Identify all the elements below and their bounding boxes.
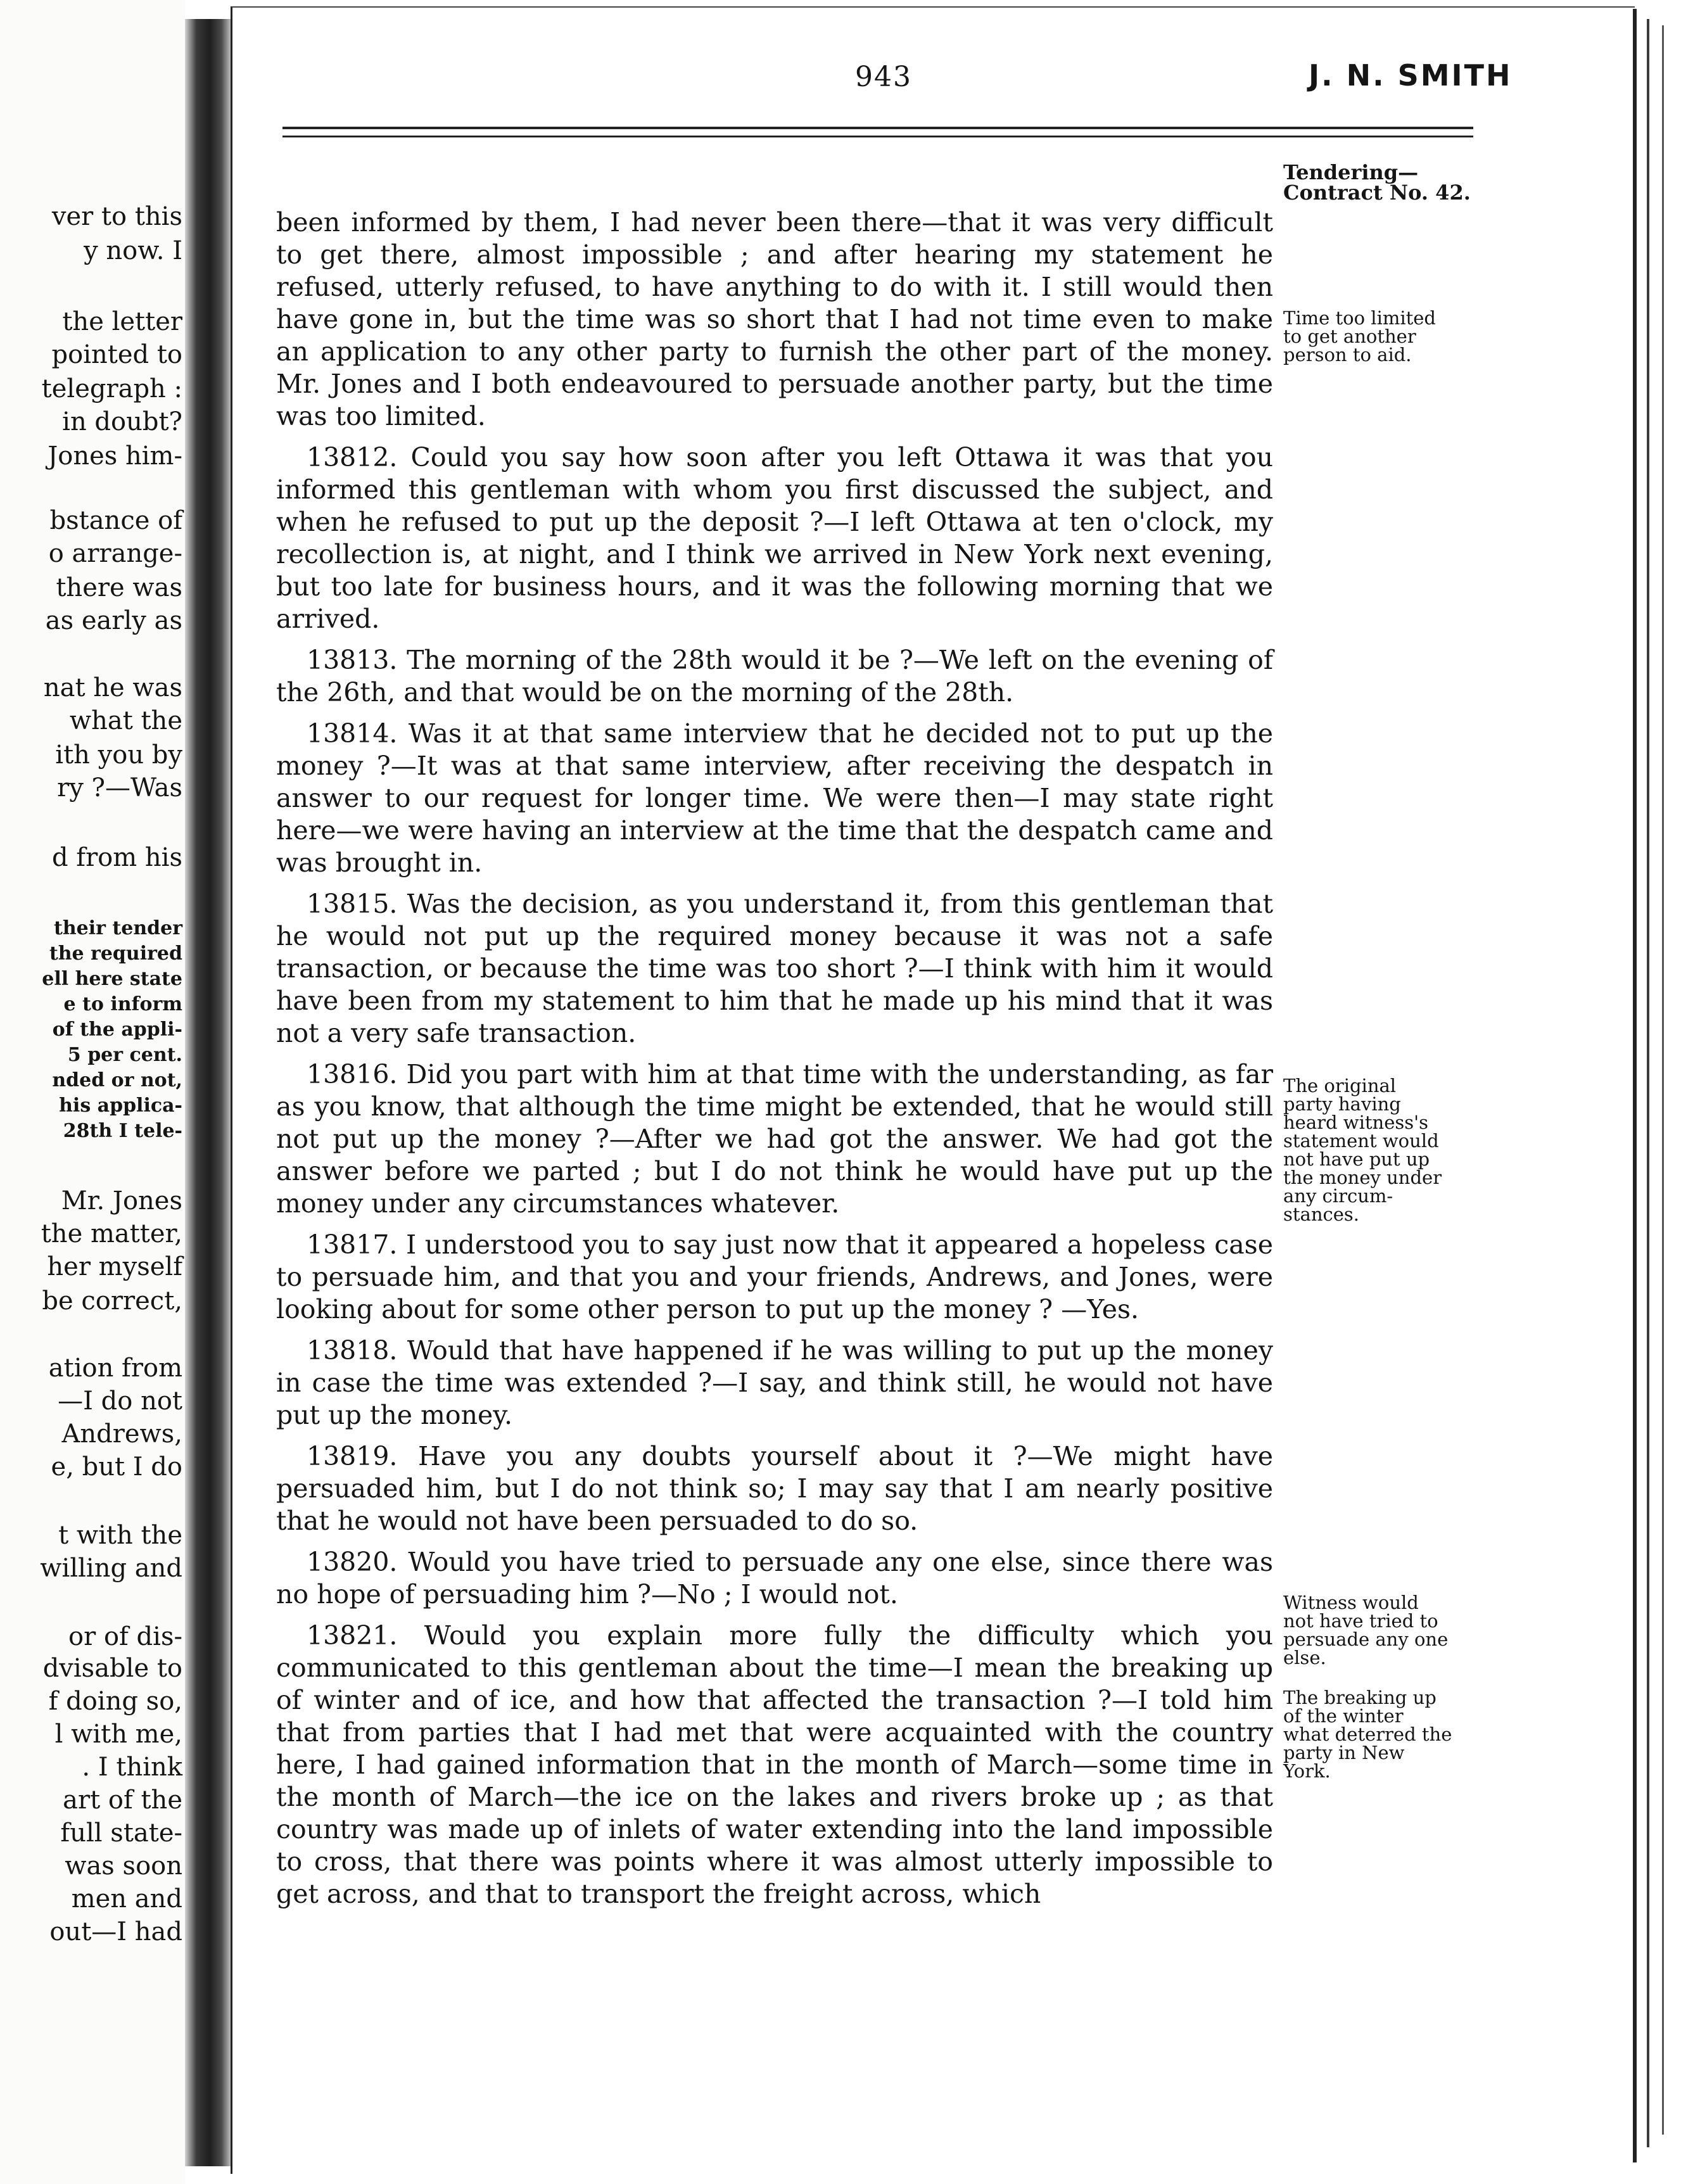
left-page-line: f doing so,: [48, 1687, 182, 1716]
margin-note-time-limited: Time too limited to get another person to aid.: [1283, 307, 1436, 365]
page-number: 943: [855, 61, 912, 93]
left-page-line: nded or not,: [52, 1069, 182, 1091]
question-13818: 13818. Would that have happened if he was willing to put up the money in case the time was extended ?—I say, and think still, he would not have put up the money.: [276, 1335, 1273, 1430]
left-page-line: her myself: [47, 1252, 182, 1281]
left-page-line: 5 per cent.: [67, 1044, 182, 1066]
left-page-line: out—I had: [49, 1917, 182, 1946]
left-page-line: ation from: [48, 1354, 182, 1383]
question-13821: 13821. Would you explain more fully the difficulty which you communicated to this gentleman about the time—I mean the breaking up of winter and of ice, and how that affected the transaction ?—I told him that from parties that I had met that were acquainted with the country here, I had gained information that in the month of March—some time in the month of March—the ice on the lakes and rivers broke up ; as that country was made up of inlets of water extending into the land impossible to cross, that there was points where it was almost utterly impossible to get across, and that to transport the freight across, which: [276, 1620, 1273, 1909]
book-gutter: [185, 19, 231, 2166]
left-page-line: 28th I tele-: [63, 1120, 182, 1142]
question-13813: 13813. The morning of the 28th would it be ?—We left on the evening of the 26th, and that would be on the morning of the 28th.: [276, 645, 1273, 708]
left-page-line: or of dis-: [68, 1622, 182, 1651]
left-page-line: be correct,: [42, 1286, 182, 1316]
left-facing-page: [0, 0, 185, 2184]
page-edge: [1633, 9, 1637, 2162]
left-page-line: men and: [71, 1884, 182, 1914]
left-page-line: dvisable to: [42, 1654, 182, 1683]
left-page-line: e, but I do: [51, 1452, 182, 1482]
left-page-line: what the: [69, 706, 182, 735]
left-page-line: as early as: [45, 606, 182, 635]
left-page-line: in doubt?: [62, 407, 182, 436]
left-page-line: their tender: [53, 917, 182, 939]
paragraph-continuation: been informed by them, I had never been there—that it was very difficult to get there, almost impossible ; and after hearing my statement he refused, utterly refused, to have anything to do with it. I still would then have gone in, but the time was so short that I had not time even to make an application to any other party to furnish the other part of the money. Mr. Jones and I both endeavoured to persuade another party, but the time was too limited.: [276, 207, 1273, 431]
question-13812: 13812. Could you say how soon after you left Ottawa it was that you informed this gentleman with whom you first discussed the subject, and when he refused to put up the deposit ?—I left Ottawa at ten o'clock, my recollection is, at night, and I think we arrived in New York next evening, but too late for business hours, and it was the following morning that we arrived.: [276, 442, 1273, 634]
left-page-line: d from his: [51, 843, 182, 872]
header-rule: [282, 127, 1473, 129]
left-page-line: nat he was: [43, 673, 182, 702]
left-page-line: Jones him-: [48, 441, 182, 471]
body-text: [276, 206, 1273, 1919]
header-rule: [282, 136, 1473, 137]
left-page-line: his applica-: [59, 1095, 182, 1117]
question-13815: 13815. Was the decision, as you understand it, from this gentleman that he would not put up the required money because it was not a safe transaction, or because the time was too short ?—I think with him it would have been from my statement to him that he made up his mind that it was not a very safe transaction.: [276, 889, 1273, 1048]
left-page-line: ver to this: [51, 202, 182, 231]
left-page-line: —I do not: [58, 1387, 182, 1416]
left-page-line: bstance of: [49, 506, 182, 535]
left-page-line: the matter,: [41, 1219, 182, 1248]
left-page-line: of the appli-: [52, 1019, 182, 1041]
left-page-line: was soon: [65, 1851, 182, 1881]
left-page-line: o arrange-: [48, 539, 182, 568]
page-edge: [1662, 25, 1664, 2135]
margin-note-breaking-up: The breaking up of the winter what deterred the party in New York.: [1283, 1687, 1452, 1782]
left-page-line: art of the: [63, 1786, 182, 1815]
left-page-line: the required: [49, 943, 182, 965]
left-page-line: t with the: [58, 1521, 182, 1550]
left-page-line: Mr. Jones: [61, 1186, 182, 1216]
left-page-line: e to inform: [63, 993, 182, 1015]
left-page-line: y now. I: [84, 236, 182, 265]
left-page-line: ith you by: [55, 740, 182, 770]
left-page-line: ell here state: [42, 968, 182, 990]
left-page-line: . I think: [82, 1753, 182, 1782]
left-page-line: there was: [56, 573, 182, 602]
left-page-line: l with me,: [54, 1720, 182, 1749]
margin-note-witness-would-not: Witness would not have tried to persuade any one else.: [1283, 1592, 1449, 1668]
question-13820: 13820. Would you have tried to persuade any one else, since there was no hope of persuading him ?—No ; I would not.: [276, 1547, 1273, 1609]
left-page-line: the letter: [62, 307, 182, 336]
question-13816: 13816. Did you part with him at that time with the understanding, as far as you know, that although the time might be extended, that he would still not put up the money ?—After we had got the answer. We had got the answer before we parted ; but I do not think he would have put up the money under any circumstances whatever.: [276, 1059, 1273, 1219]
margin-note-original-party: The original party having heard witness's statement would not have put up the money under any circum- stances.: [1283, 1075, 1442, 1225]
question-13817: 13817. I understood you to say just now that it appeared a hopeless case to persuade him, and that you and your friends, Andrews, and Jones, were looking about for some other person to put up the money ? —Yes.: [276, 1229, 1273, 1324]
running-head: J. N. SMITH: [1309, 58, 1513, 92]
left-page-line: ry ?—Was: [57, 773, 182, 803]
question-13819: 13819. Have you any doubts yourself about it ?—We might have persuaded him, but I do not think so; I may say that I am nearly positive that he would not have been persuaded to do so.: [276, 1441, 1273, 1536]
page-edge: [1647, 19, 1649, 2147]
left-page-line: willing and: [40, 1554, 182, 1583]
left-page-line: full state-: [60, 1819, 182, 1848]
question-13814: 13814. Was it at that same interview that he decided not to put up the money ?—It was at that same interview, after receiving the despatch in answer to our request for longer time. We were then—I may state right here—we were having an interview at the time that the despatch came and was brought in.: [276, 718, 1273, 878]
left-page-line: telegraph :: [41, 374, 182, 403]
left-page-line: Andrews,: [61, 1419, 182, 1449]
left-page-line: pointed to: [51, 340, 182, 369]
margin-note-tendering: Tendering— Contract No. 42.: [1283, 160, 1471, 205]
